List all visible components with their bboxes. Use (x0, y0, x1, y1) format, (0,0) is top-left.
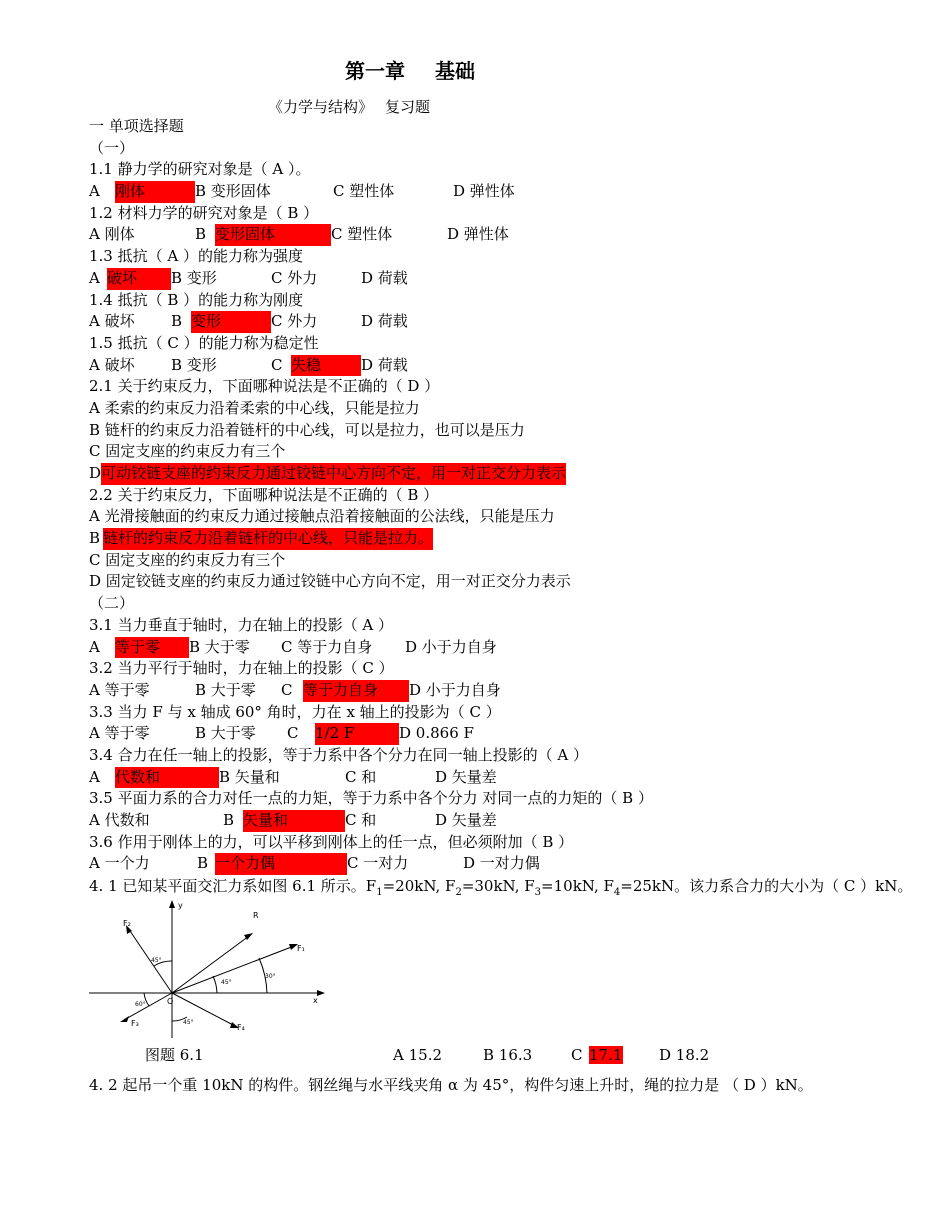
question-text-line: 1.3 抵抗（ A ）的能力称为强度 (89, 247, 303, 266)
answer-options-line (89, 767, 929, 789)
y-axis-arrow (169, 900, 175, 908)
option-text: A (89, 182, 100, 201)
document-subtitle (268, 96, 430, 117)
chapter-number: 第一章 (345, 59, 405, 83)
option-text: C (281, 680, 293, 699)
f4-label: F₄ (237, 1023, 245, 1032)
highlighted-answer: 一个力偶 (215, 853, 347, 875)
force-diagram (89, 898, 329, 1038)
option-text: D 矢量差 (435, 811, 497, 829)
option-text: B 变形固体 (195, 182, 271, 201)
question-text-line: （二） (89, 594, 135, 613)
option-text: D 小于力自身 (409, 680, 501, 699)
highlighted-answer: 等于零 (115, 637, 189, 659)
option-text: D 荷载 (361, 355, 408, 374)
question-text-line: 3.1 当力垂直于轴时，力在轴上的投影（ A ） (89, 615, 393, 634)
question-list (89, 116, 929, 875)
question-text-line: 1.5 抵抗（ C ）的能力称为稳定性 (89, 333, 319, 352)
option-text: A 破坏 (89, 355, 135, 374)
option-text: D (89, 464, 102, 482)
question-text-line: C 固定支座的约束反力有三个 (89, 442, 286, 461)
force-f4-line (172, 993, 235, 1026)
chapter-topic: 基础 (435, 59, 475, 83)
option-text: D 弹性体 (447, 225, 509, 244)
answer-options-line (89, 268, 929, 290)
option-text: C 塑性体 (331, 225, 393, 244)
option-text: B (89, 529, 101, 548)
answer-options-line (89, 853, 929, 875)
force-f2-line (128, 928, 172, 993)
r-label: R (253, 911, 259, 920)
question-text-line: （一） (89, 138, 135, 157)
angle-label-3: 45° (151, 957, 162, 964)
question-text-line: C 固定支座的约束反力有三个 (89, 550, 286, 569)
y-axis-label: y (178, 901, 183, 910)
highlighted-answer: 失稳 (291, 355, 361, 377)
option-text: A (89, 767, 100, 786)
highlighted-answer: 链杆的约束反力沿着链杆的中心线，只能是拉力。 (103, 528, 433, 550)
answer-options-line (89, 463, 929, 485)
highlighted-answer: 刚体 (115, 181, 195, 203)
force-f3-line (124, 993, 172, 1020)
figure-answer-row (145, 1044, 845, 1065)
highlighted-answer: 变形固体 (215, 224, 331, 246)
answer-d: D 18.2 (659, 1046, 710, 1064)
question-4-1: 4. 1 已知某平面交汇力系如图 6.1 所示。$F_1=20kN$, $F_2=30kN$, $F_3=10kN$, $F_4=25kN$。该力系合力的大小为（ C ）kN。 (89, 877, 913, 898)
option-text: B (195, 225, 207, 244)
option-text: A 刚体 (89, 225, 135, 244)
option-text: C 等于力自身 (281, 637, 373, 656)
option-text: D 荷载 (361, 312, 408, 331)
option-text: A 等于零 (89, 680, 150, 699)
option-text: D 0.866 F (399, 724, 474, 743)
highlighted-answer: 变形 (191, 311, 271, 333)
question-text-line: A 光滑接触面的约束反力通过接触点沿着接触面的公法线，只能是压力 (89, 507, 555, 526)
question-text-line: 2.2 关于约束反力，下面哪种说法是不正确的（ B ） (89, 485, 439, 504)
question-text-line: 3.5 平面力系的合力对任一点的力矩，等于力系中各个分力 对同一点的力矩的（ B ） (89, 789, 653, 808)
question-text-line: 2.1 关于约束反力，下面哪种说法是不正确的（ D ） (89, 377, 440, 396)
option-text: D 矢量差 (435, 767, 497, 786)
option-text: B 变形 (171, 268, 217, 287)
highlighted-answer: 破坏 (107, 268, 171, 290)
option-text: C 和 (345, 811, 377, 829)
option-text: C (287, 724, 299, 743)
question-text-line: B 链杆的约束反力沿着链杆的中心线，可以是拉力，也可以是压力 (89, 420, 525, 439)
f2-label: F₂ (123, 919, 131, 928)
highlighted-answer: 可动铰链支座的约束反力通过铰链中心方向不定，用一对正交分力表示 (101, 463, 566, 485)
option-text: A 等于零 (89, 724, 150, 743)
answer-b: B 16.3 (483, 1046, 533, 1064)
option-text: B (197, 854, 209, 873)
highlighted-answer: 1/2 F (315, 723, 399, 745)
option-text: D 小于力自身 (405, 637, 497, 656)
option-text: B 大于零 (189, 637, 250, 656)
option-text: C 塑性体 (333, 182, 395, 201)
answer-options-line (89, 680, 929, 702)
answer-options-line (89, 810, 929, 832)
option-text: D 荷载 (361, 268, 408, 287)
figure-caption: 图题 6.1 (145, 1046, 204, 1064)
x-axis-label: x (313, 996, 318, 1005)
force-f1-line (172, 946, 294, 993)
answer-c-label: C (571, 1046, 583, 1064)
subtitle-label: 复习题 (385, 98, 431, 116)
question-text-line: 一 单项选择题 (89, 117, 184, 135)
answer-options-line (89, 528, 929, 550)
f3-label: F₃ (131, 1019, 139, 1028)
option-text: B 变形 (171, 355, 217, 374)
angle-arc-2 (213, 976, 217, 993)
option-text: C (271, 355, 283, 374)
angle-label-1: 30° (265, 973, 276, 980)
resultant-line (172, 936, 249, 993)
question-text-line: D 固定铰链支座的约束反力通过铰链中心方向不定，用一对正交分力表示 (89, 572, 571, 591)
option-text: A 代数和 (89, 811, 150, 829)
question-text-line: 3.4 合力在任一轴上的投影，等于力系中各个分力在同一轴上投影的（ A ） (89, 745, 588, 764)
x-axis-arrow (317, 990, 325, 996)
option-text: A (89, 637, 100, 656)
answer-options-line (89, 224, 929, 246)
option-text: D 弹性体 (453, 182, 515, 201)
highlighted-answer: 矢量和 (243, 810, 345, 832)
question-text-line: 3.2 当力平行于轴时，力在轴上的投影（ C ） (89, 659, 394, 678)
option-text: C 一对力 (347, 854, 409, 873)
question-text-line: 1.1 静力学的研究对象是（ A ）。 (89, 160, 311, 179)
book-title: 《力学与结构》 (268, 98, 374, 116)
option-text: A 破坏 (89, 312, 135, 331)
answer-a: A 15.2 (393, 1046, 442, 1064)
option-text: C 外力 (271, 312, 318, 331)
angle-label-4: 60° (135, 1001, 146, 1008)
option-text: B (223, 811, 235, 829)
question-text-line: 1.2 材料力学的研究对象是（ B ） (89, 203, 319, 222)
option-text: B 大于零 (195, 724, 256, 743)
answer-c-highlighted: 17.1 (589, 1046, 623, 1064)
answer-options-line (89, 723, 929, 745)
origin-label: O (167, 997, 174, 1006)
answer-options-line (89, 181, 929, 203)
question-text-line: A 柔索的约束反力沿着柔索的中心线，只能是拉力 (89, 398, 420, 417)
question-text-line: 1.4 抵抗（ B ）的能力称为刚度 (89, 290, 304, 309)
option-text: B 大于零 (195, 680, 256, 699)
angle-label-2: 45° (221, 979, 232, 986)
option-text: B (171, 312, 183, 331)
answer-options-line (89, 355, 929, 377)
option-text: C 外力 (271, 268, 318, 287)
highlighted-answer: 代数和 (115, 767, 219, 789)
f1-label: F₁ (297, 944, 305, 953)
angle-label-5: 45° (183, 1019, 194, 1026)
answer-options-line (89, 637, 929, 659)
option-text: D 一对力偶 (463, 854, 540, 873)
question-4-2: 4. 2 起吊一个重 10kN 的构件。钢丝绳与水平线夹角 α 为 45°，构件匀速上升时，绳的拉力是 （ D ）kN。 (89, 1076, 813, 1094)
highlighted-answer: 等于力自身 (303, 680, 409, 702)
chapter-title (0, 55, 820, 84)
option-text: C 和 (345, 767, 377, 786)
question-text-line: 3.3 当力 F 与 x 轴成 60° 角时，力在 x 轴上的投影为（ C ） (89, 702, 501, 721)
option-text: A (89, 268, 100, 287)
f3-arrow (120, 1016, 129, 1022)
answer-options-line (89, 311, 929, 333)
option-text: B 矢量和 (219, 767, 280, 786)
question-text-line: 3.6 作用于刚体上的力，可以平移到刚体上的任一点，但必须附加（ B ） (89, 832, 574, 851)
option-text: A 一个力 (89, 854, 150, 873)
